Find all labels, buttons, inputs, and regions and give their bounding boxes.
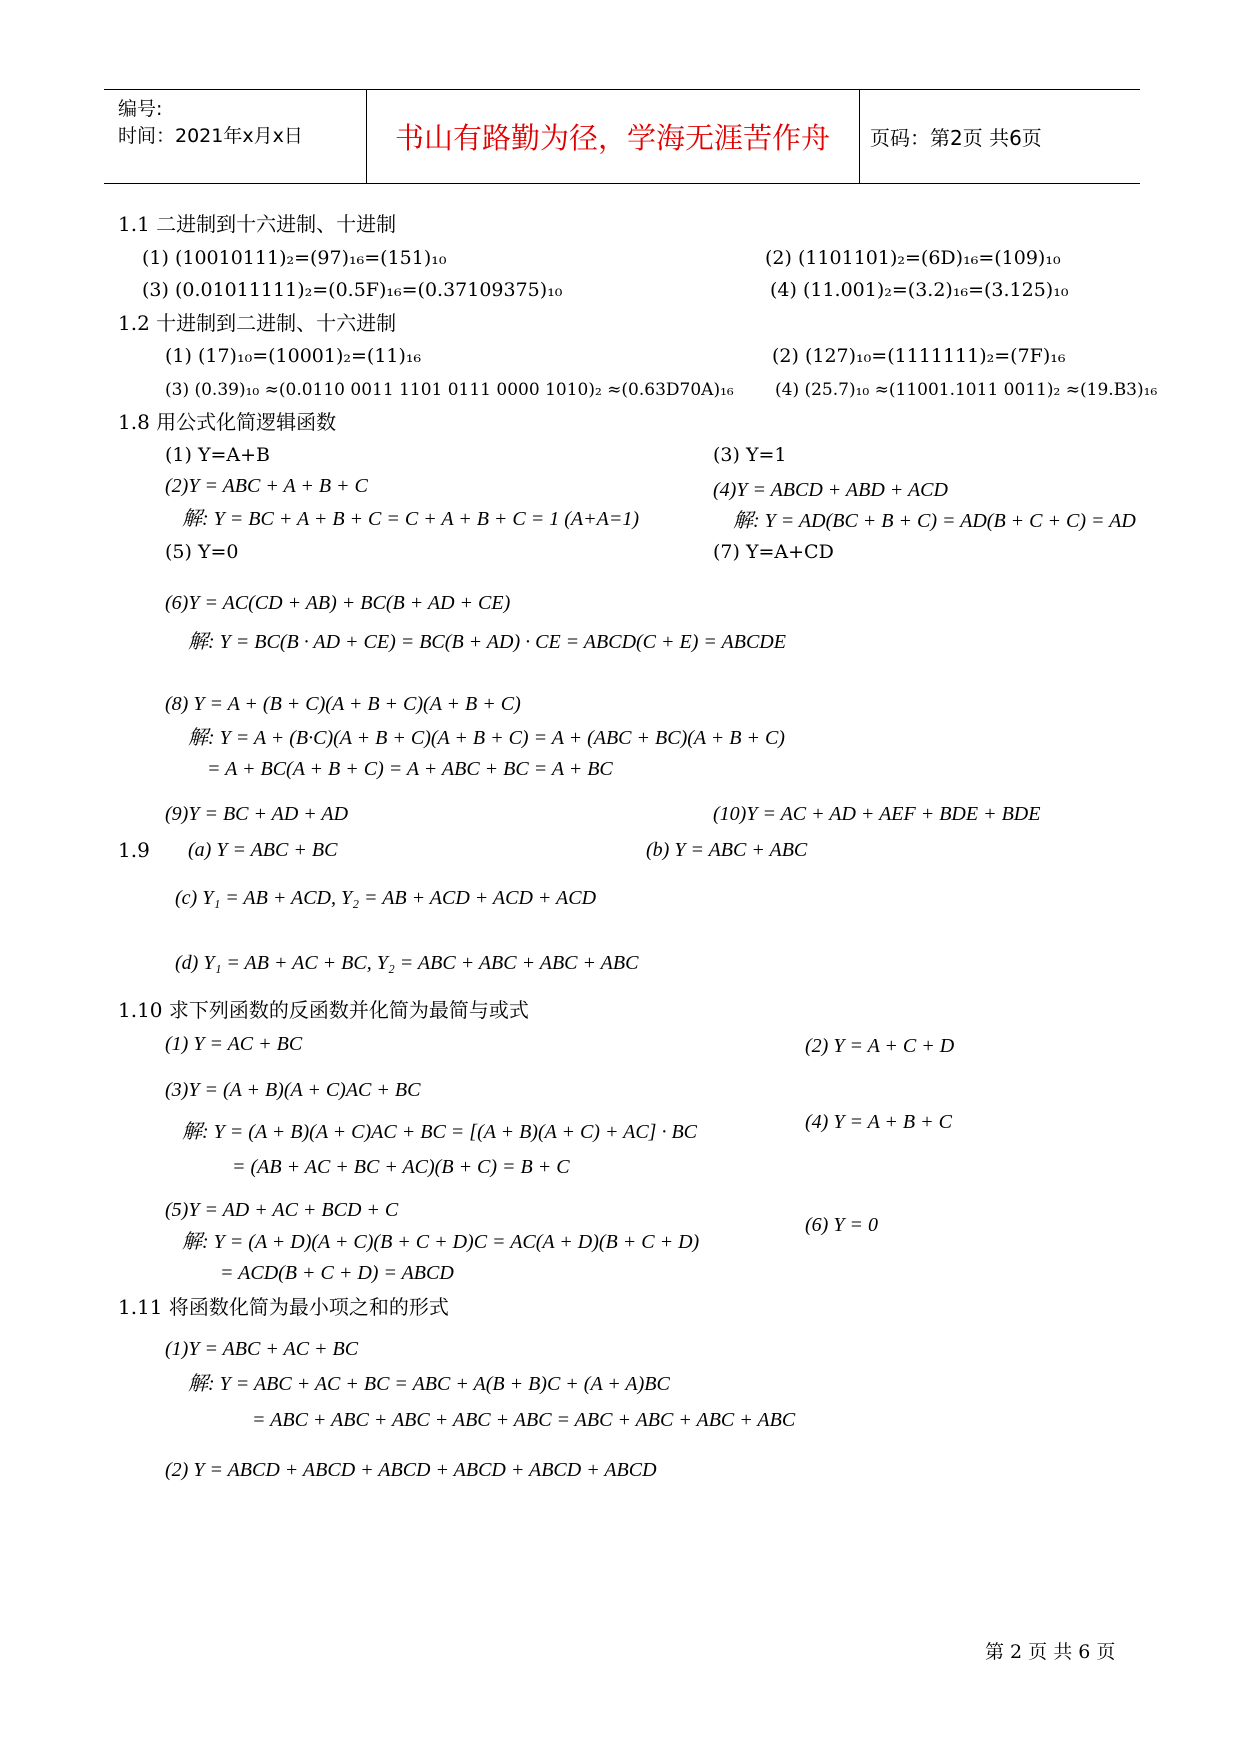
problem-1-9-b: (b) Y = ABC + ABC	[646, 839, 808, 861]
header-meta	[118, 96, 303, 150]
problem-1-2-1: (1) (17)₁₀=(10001)₂=(11)₁₆	[165, 345, 422, 367]
solution-1-8-6: 解: Y = BC(B · AD + CE) = BC(B + AD) · CE = ABCD(C + E) = ABCDE	[188, 631, 786, 653]
section-label-1-9: 1.9	[118, 838, 150, 862]
problem-1-8-2: (2)Y = ABC + A + B + C	[165, 475, 368, 497]
header-motto: 书山有路勤为径，学海无涯苦作舟	[394, 121, 830, 155]
problem-1-2-3: (3) (0.39)₁₀ ≈(0.0110 0011 1101 0111 0000 1010)₂ ≈(0.63D70A)₁₆	[165, 380, 734, 400]
page-footer: 第 2 页 共 6 页	[985, 1641, 1116, 1663]
problem-1-10-2: (2) Y = A + C + D	[805, 1035, 955, 1057]
section-title-1-11: 1.11 将函数化简为最小项之和的形式	[118, 1295, 449, 1319]
problem-1-9-d: (d) Y₁ = AB + AC + BC, Y₂ = ABC + ABC + ABC + ABC	[175, 952, 639, 974]
problem-1-8-8: (8) Y = A + (B + C)(A + B + C)(A + B + C)	[165, 693, 521, 715]
solution-1-10-5-line2: = ACD(B + C + D) = ABCD	[220, 1262, 454, 1284]
problem-1-8-9: (9)Y = BC + AD + AD	[165, 803, 349, 825]
header-divider	[366, 90, 367, 183]
solution-1-10-3-line1: 解: Y = (A + B)(A + C)AC + BC = [(A + B)(A + C) + AC] · BC	[182, 1121, 697, 1143]
time-label: 时间：2021年x月x日	[118, 125, 303, 147]
problem-1-8-10: (10)Y = AC + AD + AEF + BDE + BDE	[713, 803, 1041, 825]
problem-1-8-7: (7) Y=A+CD	[713, 541, 834, 563]
problem-1-8-1: (1) Y=A+B	[165, 444, 271, 466]
number-label: 编号:	[118, 98, 163, 120]
problem-1-11-2: (2) Y = ABCD + ABCD + ABCD + ABCD + ABCD + ABCD	[165, 1459, 657, 1481]
section-title-1-10: 1.10 求下列函数的反函数并化简为最简与或式	[118, 998, 529, 1022]
problem-1-10-1: (1) Y = AC + BC	[165, 1033, 303, 1055]
problem-1-8-4: (4)Y = ABCD + ABD + ACD	[713, 479, 948, 501]
section-title-1-2: 1.2 十进制到二进制、十六进制	[118, 311, 397, 335]
problem-1-2-2: (2) (127)₁₀=(1111111)₂=(7F)₁₆	[772, 345, 1066, 367]
header-page-label: 页码：第2页 共6页	[870, 126, 1042, 150]
problem-1-8-5: (5) Y=0	[165, 541, 239, 563]
header-divider	[859, 90, 860, 183]
problem-1-10-3: (3)Y = (A + B)(A + C)AC + BC	[165, 1079, 421, 1101]
problem-1-1-2: (2) (1101101)₂=(6D)₁₆=(109)₁₀	[765, 247, 1061, 269]
problem-1-10-6: (6) Y = 0	[805, 1214, 878, 1236]
problem-1-1-4: (4) (11.001)₂=(3.2)₁₆=(3.125)₁₀	[770, 279, 1069, 301]
problem-1-8-6: (6)Y = AC(CD + AB) + BC(B + AD + CE)	[165, 592, 511, 614]
solution-1-11-1-line2: = ABC + ABC + ABC + ABC + ABC = ABC + ABC + ABC + ABC	[252, 1409, 796, 1431]
solution-1-8-4: 解: Y = AD(BC + B + C) = AD(B + C + C) = AD	[733, 510, 1136, 532]
problem-1-10-4: (4) Y = A + B + C	[805, 1111, 952, 1133]
solution-1-10-5-line1: 解: Y = (A + D)(A + C)(B + C + D)C = AC(A + D)(B + C + D)	[182, 1231, 700, 1253]
solution-1-8-8-line1: 解: Y = A + (B·C)(A + B + C)(A + B + C) = A + (ABC + BC)(A + B + C)	[188, 727, 785, 749]
solution-1-8-2: 解: Y = BC + A + B + C = C + A + B + C = 1 (A+A=1)	[182, 508, 639, 530]
problem-1-8-3: (3) Y=1	[713, 444, 787, 466]
problem-1-10-5: (5)Y = AD + AC + BCD + C	[165, 1199, 399, 1221]
problem-1-2-4: (4) (25.7)₁₀ ≈(11001.1011 0011)₂ ≈(19.B3)₁₆	[775, 380, 1158, 400]
section-title-1-1: 1.1 二进制到十六进制、十进制	[118, 212, 397, 236]
page-header	[104, 89, 1140, 184]
problem-1-1-3: (3) (0.01011111)₂=(0.5F)₁₆=(0.37109375)₁₀	[142, 279, 563, 301]
problem-1-9-a: (a) Y = ABC + BC	[188, 839, 338, 861]
problem-1-1-1: (1) (10010111)₂=(97)₁₆=(151)₁₀	[142, 247, 447, 269]
solution-1-10-3-line2: = (AB + AC + BC + AC)(B + C) = B + C	[232, 1156, 570, 1178]
solution-1-8-8-line2: = A + BC(A + B + C) = A + ABC + BC = A + BC	[207, 758, 613, 780]
problem-1-9-c: (c) Y₁ = AB + ACD, Y₂ = AB + ACD + ACD + ACD	[175, 887, 597, 909]
section-title-1-8: 1.8 用公式化简逻辑函数	[118, 410, 337, 434]
problem-1-11-1: (1)Y = ABC + AC + BC	[165, 1338, 359, 1360]
solution-1-11-1-line1: 解: Y = ABC + AC + BC = ABC + A(B + B)C + (A + A)BC	[188, 1373, 670, 1395]
